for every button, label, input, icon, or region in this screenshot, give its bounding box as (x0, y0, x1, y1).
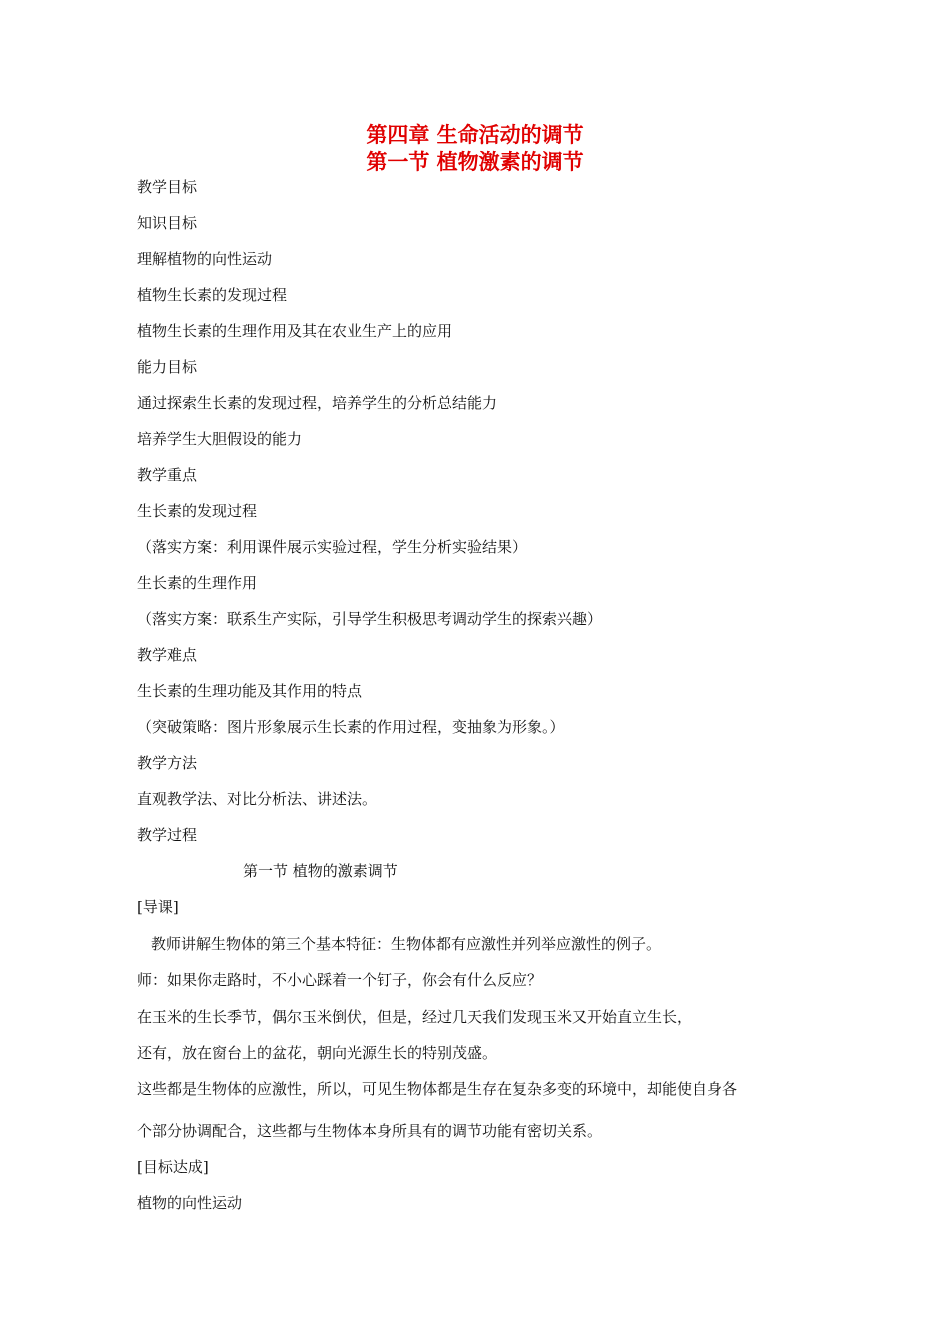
text-line: 通过探索生长素的发现过程，培养学生的分析总结能力 (137, 394, 498, 412)
subsection-title: 第一节 植物的激素调节 (243, 862, 398, 880)
label-goal-achievement: [目标达成] (137, 1158, 209, 1176)
label-lead-in: [导课] (137, 898, 179, 916)
text-line: 这些都是生物体的应激性，所以，可见生物体都是生存在复杂多变的环境中，却能使自身各 (137, 1080, 738, 1098)
text-line: 植物生长素的发现过程 (137, 286, 288, 304)
heading-key-points: 教学重点 (137, 466, 198, 484)
text-line: 生长素的生理作用 (137, 574, 258, 592)
text-line: 师：如果你走路时，不小心踩着一个钉子，你会有什么反应？ (137, 971, 543, 989)
chapter-title: 第四章 生命活动的调节 (366, 123, 584, 147)
text-line: 培养学生大胆假设的能力 (137, 430, 303, 448)
text-line: （落实方案：联系生产实际，引导学生积极思考调动学生的探索兴趣） (137, 610, 603, 628)
text-line: 理解植物的向性运动 (137, 250, 273, 268)
text-line: 生长素的生理功能及其作用的特点 (137, 682, 363, 700)
text-line: 还有，放在窗台上的盆花，朝向光源生长的特别茂盛。 (137, 1044, 498, 1062)
text-line: 教师讲解生物体的第三个基本特征：生物体都有应激性并列举应激性的例子。 (151, 935, 662, 953)
text-line: 个部分协调配合，这些都与生物体本身所具有的调节功能有密切关系。 (137, 1122, 603, 1140)
text-line: 植物生长素的生理作用及其在农业生产上的应用 (137, 322, 453, 340)
heading-ability-goals: 能力目标 (137, 358, 198, 376)
heading-teaching-goals: 教学目标 (137, 178, 198, 196)
section-title: 第一节 植物激素的调节 (366, 150, 584, 174)
text-line: 生长素的发现过程 (137, 502, 258, 520)
text-line: （落实方案：利用课件展示实验过程，学生分析实验结果） (137, 538, 528, 556)
text-line: 直观教学法、对比分析法、讲述法。 (137, 790, 378, 808)
heading-difficult-points: 教学难点 (137, 646, 198, 664)
heading-teaching-methods: 教学方法 (137, 754, 198, 772)
text-line: 在玉米的生长季节，偶尔玉米倒伏，但是，经过几天我们发现玉米又开始直立生长， (137, 1008, 693, 1026)
text-line: （突破策略：图片形象展示生长素的作用过程，变抽象为形象。） (137, 718, 565, 736)
heading-teaching-process: 教学过程 (137, 826, 198, 844)
text-line: 植物的向性运动 (137, 1194, 243, 1212)
heading-knowledge-goals: 知识目标 (137, 214, 198, 232)
